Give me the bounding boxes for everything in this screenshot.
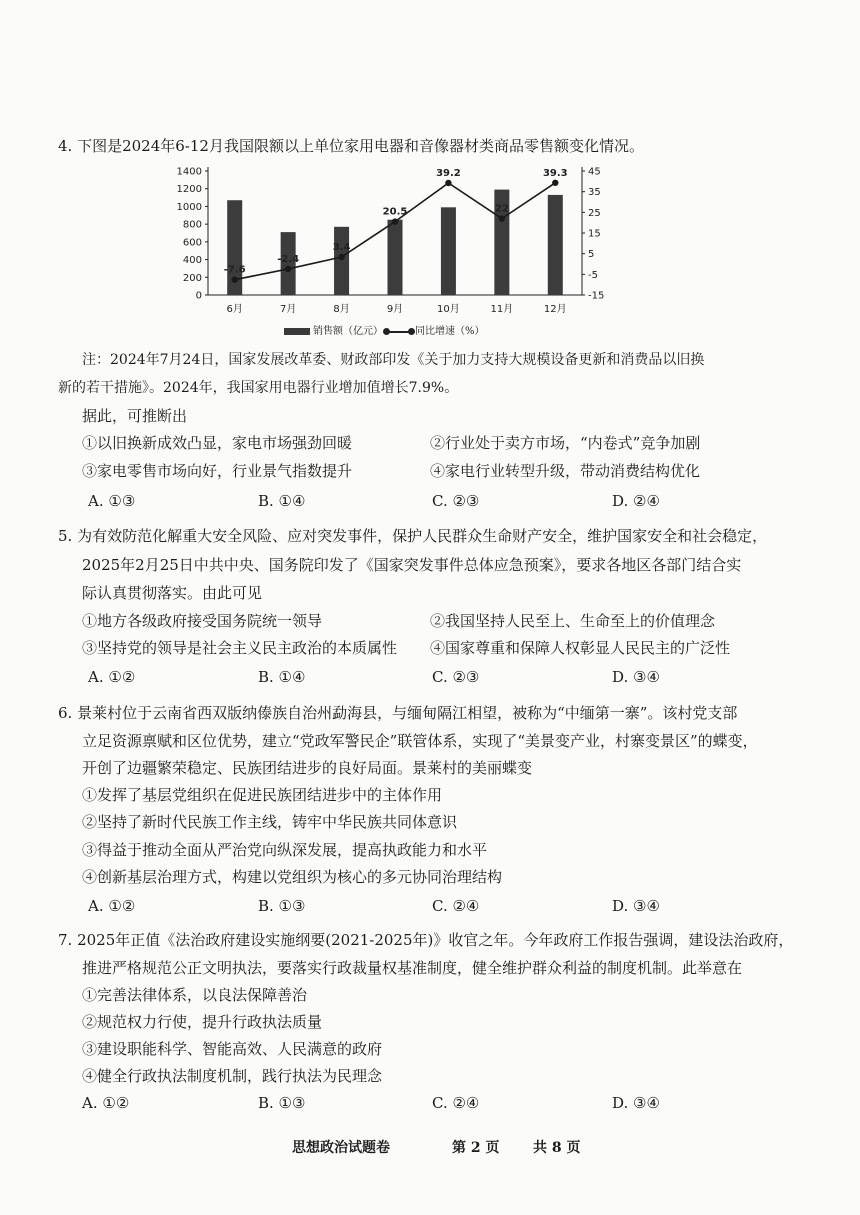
growth-point xyxy=(499,215,505,221)
q5-item-4: ④国家尊重和保障人权彰显人民民主的广泛性 xyxy=(430,639,731,657)
x-tick-label: 8月 xyxy=(333,304,350,315)
y-left-tick-label: 0 xyxy=(195,290,202,302)
bar xyxy=(388,220,403,295)
q6-line1: 6. 景莱村位于云南省西双版纳傣族自治州勐海县，与缅甸隔江相望，被称为“中缅第一寨”。该村党支部 xyxy=(58,704,738,722)
q6-choice-a[interactable]: A. ①② xyxy=(88,897,136,915)
q7-item-3: ③建设职能科学、智能高效、人民满意的政府 xyxy=(82,1040,383,1058)
legend-line-label: 同比增速（%） xyxy=(415,326,485,337)
q6-item-3: ③得益于推动全面从严治党向纵深发展，提高执政能力和水平 xyxy=(82,841,488,859)
footer-subject: 思想政治试题卷 xyxy=(292,1140,390,1156)
x-tick-label: 12月 xyxy=(543,304,567,315)
chart-legend xyxy=(284,325,485,339)
bar xyxy=(441,207,456,295)
q7-line1: 7. 2025年正值《法治政府建设实施纲要(2021-2025年)》收官之年。今年政府工作报告强调，建设法治政府， xyxy=(58,931,794,949)
q4-choice-b[interactable]: B. ①④ xyxy=(258,492,306,510)
y-right-tick-label: 25 xyxy=(588,207,601,219)
q5-choice-a[interactable]: A. ①② xyxy=(88,668,136,686)
y-left-tick-label: 200 xyxy=(182,272,202,284)
q6-choice-d[interactable]: D. ③④ xyxy=(612,897,660,915)
q7-choice-c[interactable]: C. ②④ xyxy=(432,1094,480,1112)
q6-line3: 开创了边疆繁荣稳定、民族团结进步的良好局面。景莱村的美丽蝶变 xyxy=(82,759,533,777)
q6-item-2: ②坚持了新时代民族工作主线，铸牢中华民族共同体意识 xyxy=(82,813,458,831)
y-right-tick-label: 15 xyxy=(588,228,601,240)
growth-point xyxy=(232,277,238,283)
y-right-tick-label: 45 xyxy=(588,166,601,178)
x-tick-label: 7月 xyxy=(279,304,297,315)
q7-line2: 推进严格规范公正文明执法，要落实行政裁量权基准制度，健全维护群众利益的制度机制。此举意在 xyxy=(82,959,743,977)
q4-note-line2: 新的若干措施》。2024年，我国家用电器行业增加值增长7.9%。 xyxy=(58,380,459,396)
q5-item-3: ③坚持党的领导是社会主义民主政治的本质属性 xyxy=(82,639,398,657)
q5-item-2: ②我国坚持人民至上、生命至上的价值理念 xyxy=(430,612,716,630)
legend-line-swatch xyxy=(386,331,412,333)
y-left-tick-label: 1400 xyxy=(176,166,202,178)
legend-bar-swatch xyxy=(284,328,310,335)
q4-item-2: ②行业处于卖方市场，“内卷式”竞争加剧 xyxy=(430,434,701,452)
y-left-tick-label: 1200 xyxy=(176,184,202,196)
q4-item-1: ①以旧换新成效凸显，家电市场强劲回暖 xyxy=(82,434,353,452)
q7-item-1: ①完善法律体系，以良法保障善治 xyxy=(82,986,308,1004)
y-right-tick-label: -5 xyxy=(588,269,598,281)
data-label: 39.3 xyxy=(542,167,568,179)
data-label: -2.4 xyxy=(277,253,300,265)
x-tick-label: 11月 xyxy=(490,304,514,315)
q5-choice-c[interactable]: C. ②③ xyxy=(432,668,480,686)
data-label: 39.2 xyxy=(436,167,461,179)
x-tick-label: 6月 xyxy=(226,304,243,315)
growth-point xyxy=(552,180,558,186)
q4-lead: 据此，可推断出 xyxy=(82,407,188,425)
legend-bar-label: 销售额（亿元） xyxy=(313,326,383,337)
bar xyxy=(334,227,349,295)
data-label: 20.5 xyxy=(382,206,408,218)
q5-item-1: ①地方各级政府接受国务院统一领导 xyxy=(82,612,323,630)
q7-choice-a[interactable]: A. ①② xyxy=(82,1094,130,1112)
q7-item-4: ④健全行政执法制度机制，践行执法为民理念 xyxy=(82,1067,383,1085)
footer-page: 第 2 页 xyxy=(452,1140,500,1156)
q5-choice-d[interactable]: D. ③④ xyxy=(612,668,660,686)
x-tick-label: 10月 xyxy=(437,304,460,315)
growth-point xyxy=(285,266,291,272)
q6-item-4: ④创新基层治理方式，构建以党组织为核心的多元协同治理结构 xyxy=(82,868,503,886)
q7-choice-d[interactable]: D. ③④ xyxy=(612,1094,660,1112)
q6-choice-c[interactable]: C. ②④ xyxy=(432,897,480,915)
q4-item-3: ③家电零售市场向好，行业景气指数提升 xyxy=(82,462,353,480)
data-label: -7.6 xyxy=(223,264,246,276)
y-right-tick-label: 5 xyxy=(588,249,595,261)
q5-line1: 5. 为有效防范化解重大安全风险、应对突发事件，保护人民群众生命财产安全，维护国家安全和社会稳定， xyxy=(58,527,768,545)
q5-line2: 2025年2月25日中共中央、国务院印发了《国家突发事件总体应急预案》，要求各地区各部门结合实 xyxy=(82,556,742,574)
q6-choice-b[interactable]: B. ①③ xyxy=(258,897,306,915)
q4-choice-a[interactable]: A. ①③ xyxy=(88,492,136,510)
data-label: 3.4 xyxy=(332,241,351,253)
q6-item-1: ①发挥了基层党组织在促进民族团结进步中的主体作用 xyxy=(82,786,443,804)
growth-point xyxy=(392,218,398,224)
y-left-tick-label: 800 xyxy=(182,219,202,231)
y-left-tick-label: 600 xyxy=(182,237,202,249)
sales-chart xyxy=(0,0,860,330)
q4-choice-c[interactable]: C. ②③ xyxy=(432,492,480,510)
growth-point xyxy=(445,180,451,186)
y-left-tick-label: 400 xyxy=(182,255,202,267)
q5-line3: 际认真贯彻落实。由此可见 xyxy=(82,584,263,602)
q4-item-4: ④家电行业转型升级，带动消费结构优化 xyxy=(430,462,701,480)
growth-point xyxy=(338,254,344,260)
q7-item-2: ②规范权力行使，提升行政执法质量 xyxy=(82,1013,323,1031)
bar xyxy=(548,195,563,295)
q4-stem: 4. 下图是2024年6-12月我国限额以上单位家用电器和音像器材类商品零售额变化情况。 xyxy=(58,137,644,155)
q6-line2: 立足资源禀赋和区位优势，建立“党政军警民企”联管体系，实现了“美景变产业，村寨变景区”的蝶变， xyxy=(82,732,758,750)
x-tick-label: 9月 xyxy=(386,304,404,315)
y-right-tick-label: -15 xyxy=(588,290,605,302)
y-left-tick-label: 1000 xyxy=(176,201,202,213)
footer-total: 共 8 页 xyxy=(533,1140,581,1156)
y-right-tick-label: 35 xyxy=(588,187,601,199)
q4-note-line1: 注：2024年7月24日，国家发展改革委、财政部印发《关于加力支持大规模设备更新和消费品以旧换 xyxy=(82,352,705,368)
q4-choice-d[interactable]: D. ②④ xyxy=(612,492,660,510)
q7-choice-b[interactable]: B. ①③ xyxy=(258,1094,306,1112)
q5-choice-b[interactable]: B. ①④ xyxy=(258,668,306,686)
data-label: 22 xyxy=(494,203,509,215)
